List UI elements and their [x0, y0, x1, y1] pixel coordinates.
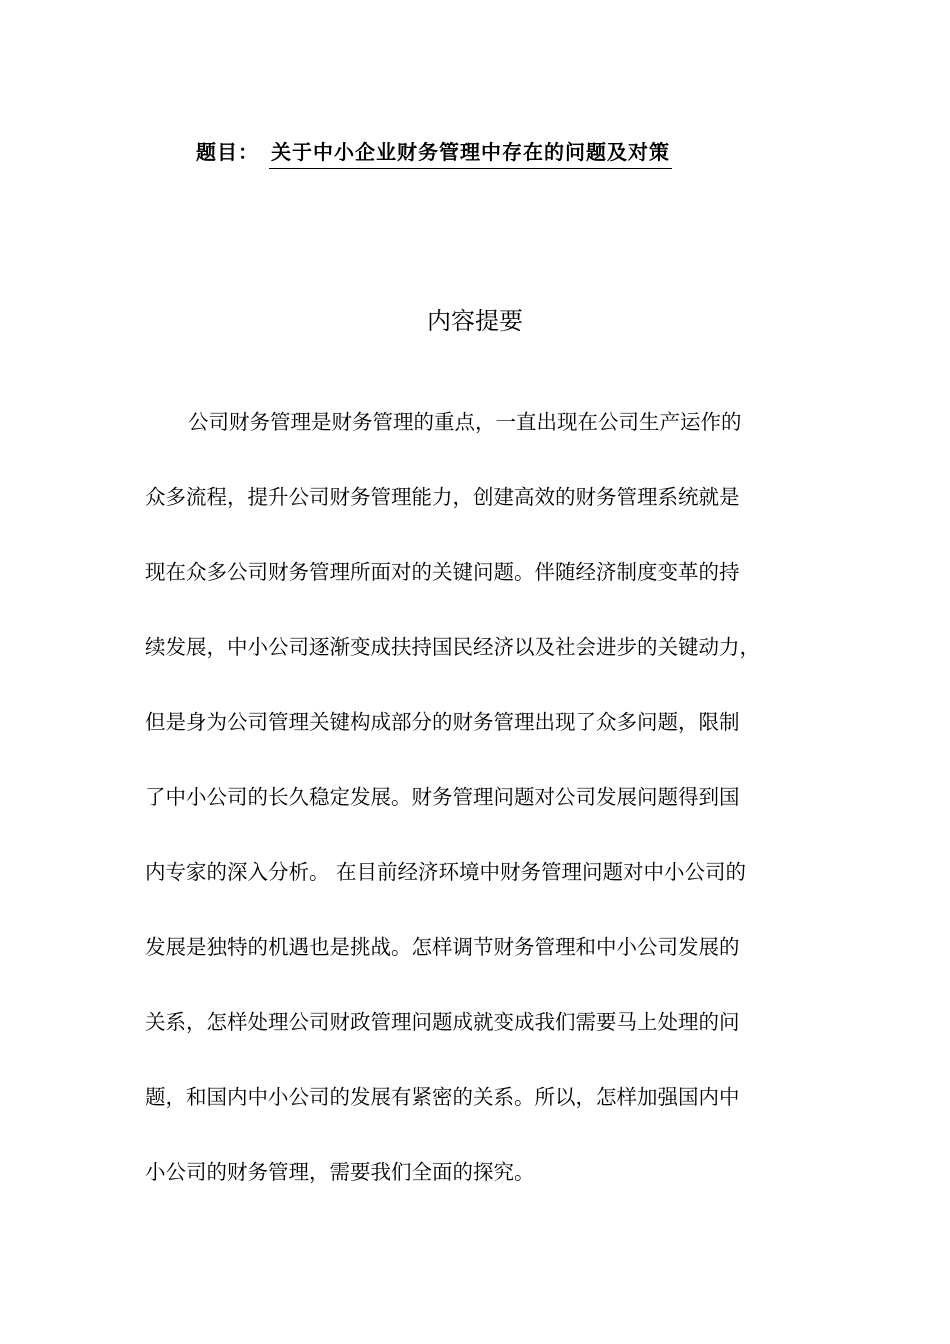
- abstract-body: [145, 385, 825, 1210]
- abstract-line: 续发展，中小公司逐渐变成扶持国民经济以及社会进步的关键动力，: [145, 635, 760, 659]
- abstract-line: 小公司的财务管理，需要我们全面的探究。: [145, 1160, 535, 1184]
- abstract-line: 题，和国内中小公司的发展有紧密的关系。所以，怎样加强国内中: [145, 1085, 740, 1109]
- document-title: [196, 138, 672, 170]
- abstract-line: 现在众多公司财务管理所面对的关键问题。伴随经济制度变革的持: [145, 560, 740, 584]
- abstract-line: 关系，怎样处理公司财政管理问题成就变成我们需要马上处理的问: [145, 1010, 740, 1034]
- abstract-line: 众多流程，提升公司财务管理能力，创建高效的财务管理系统就是: [145, 485, 740, 509]
- abstract-line: 发展是独特的机遇也是挑战。怎样调节财务管理和中小公司发展的: [145, 935, 740, 959]
- abstract-heading: 内容提要: [427, 307, 523, 335]
- abstract-line: 内专家的深入分析。 在目前经济环境中财务管理问题对中小公司的: [145, 860, 747, 884]
- abstract-line: 公司财务管理是财务管理的重点，一直出现在公司生产运作的: [188, 410, 742, 434]
- title-label: 题目：: [196, 140, 259, 164]
- abstract-line: 但是身为公司管理关键构成部分的财务管理出现了众多问题，限制: [145, 710, 740, 734]
- abstract-line: 了中小公司的长久稳定发展。财务管理问题对公司发展问题得到国: [145, 785, 740, 809]
- title-text: 关于中小企业财务管理中存在的问题及对策: [269, 138, 672, 169]
